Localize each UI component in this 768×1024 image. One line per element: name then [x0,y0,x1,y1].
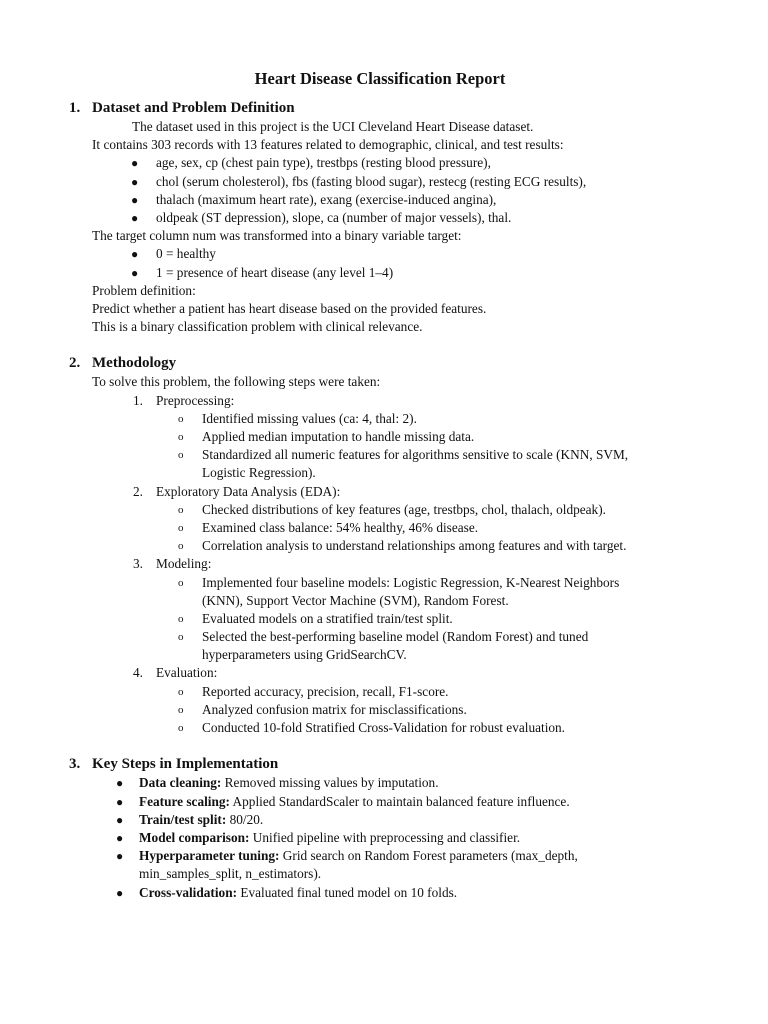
circle-bullet-icon: o [178,412,184,425]
sub-list-continuation: Logistic Regression). [202,465,316,481]
numbered-item: 1. Preprocessing: [0,392,768,410]
sub-list-item: o Applied median imputation to handle missing data. [0,428,768,446]
circle-bullet-icon: o [178,631,184,644]
section-number: 3. [69,756,81,773]
bullet-icon: ● [116,830,124,845]
bullet-icon: ● [116,794,124,809]
spacer [0,336,768,354]
list-item: ● chol (serum cholesterol), fbs (fasting blood sugar), restecg (resting ECG results), [0,173,768,191]
sub-list-continuation: hyperparameters using GridSearchCV. [202,647,407,663]
list-item: ● Train/test split: 80/20. [0,811,768,829]
list-item: ● Data cleaning: Removed missing values by imputation. [0,774,768,792]
sub-list-item: o Analyzed confusion matrix for misclassifications. [0,701,768,719]
item-number: 3. [133,556,143,572]
circle-bullet-icon: o [178,449,184,462]
list-item-continuation: min_samples_split, n_estimators). [139,866,322,882]
sub-list-item: o Implemented four baseline models: Logistic Regression, K-Nearest Neighbors [0,574,768,592]
list-item: ● Feature scaling: Applied StandardScaler to maintain balanced feature influence. [0,793,768,811]
list-item: ● Hyperparameter tuning: Grid search on Random Forest parameters (max_depth, [0,847,768,865]
section-title: Methodology [92,355,177,372]
item-number: 4. [133,665,143,681]
circle-bullet-icon: o [178,521,184,534]
report-title: Heart Disease Classification Report [254,69,506,88]
numbered-item: 4. Evaluation: [0,664,768,682]
circle-bullet-icon: o [178,576,184,589]
bullet-icon: ● [131,210,139,225]
list-item: ● oldpeak (ST depression), slope, ca (number of major vessels), thal. [0,209,768,227]
paragraph: This is a binary classification problem with clinical relevance. [92,319,423,335]
sub-list-item: o Identified missing values (ca: 4, thal: 2). [0,410,768,428]
sub-list-item: o Examined class balance: 54% healthy, 46% disease. [0,519,768,537]
spacer [0,737,768,755]
list-item: ● 0 = healthy [0,245,768,263]
circle-bullet-icon: o [178,431,184,443]
circle-bullet-icon: o [178,685,184,698]
circle-bullet-icon: o [178,703,184,716]
bullet-icon: ● [131,265,139,280]
list-item: ● Model comparison: Unified pipeline with preprocessing and classifier. [0,829,768,847]
sub-list-item: o Selected the best-performing baseline model (Random Forest) and tuned [0,628,768,646]
bullet-icon: ● [131,247,139,262]
sub-list-item: o Checked distributions of key features (age, trestbps, chol, thalach, oldpeak). [0,501,768,519]
paragraph: The target column num was transformed into a binary variable target: [92,228,462,244]
paragraph: Problem definition: [92,282,196,298]
section-number: 2. [69,355,81,372]
section-title: Dataset and Problem Definition [92,100,295,116]
section-2-heading [0,354,768,373]
bullet-icon: ● [131,156,139,171]
section-3-heading [0,755,768,774]
item-number: 2. [133,483,143,499]
bullet-icon: ● [116,812,124,827]
sub-list-item: o Evaluated models on a stratified train/test split. [0,610,768,628]
bullet-icon: ● [116,849,124,864]
sub-list-continuation: (KNN), Support Vector Machine (SVM), Random Forest. [202,592,509,608]
bullet-icon: ● [131,174,139,189]
sub-list-item: o Conducted 10-fold Stratified Cross-Validation for robust evaluation. [0,719,768,737]
numbered-item: 3. Modeling: [0,555,768,573]
report-body [0,99,768,902]
circle-bullet-icon: o [178,503,184,516]
item-number: 1. [133,392,143,408]
paragraph: It contains 303 records with 13 features related to demographic, clinical, and test results: [92,137,564,153]
paragraph: The dataset used in this project is the UCI Cleveland Heart Disease dataset. [132,119,534,134]
sub-list-item: o Reported accuracy, precision, recall, F1-score. [0,683,768,701]
bullet-icon: ● [131,192,139,207]
section-1-heading [0,99,768,118]
circle-bullet-icon: o [178,612,184,625]
section-title: Key Steps in Implementation [92,756,279,773]
sub-list-item: o Standardized all numeric features for algorithms sensitive to scale (KNN, SVM, [0,446,768,464]
sub-list-item: o Correlation analysis to understand relationships among features and with target. [0,537,768,555]
bullet-icon: ● [116,776,124,791]
list-item: ● age, sex, cp (chest pain type), trestbps (resting blood pressure), [0,154,768,172]
bullet-icon: ● [116,885,124,900]
circle-bullet-icon: o [178,540,184,553]
list-item: ● Cross-validation: Evaluated final tuned model on 10 folds. [0,884,768,902]
numbered-item: 2. Exploratory Data Analysis (EDA): [0,483,768,501]
paragraph: To solve this problem, the following steps were taken: [92,374,381,390]
list-item: ● thalach (maximum heart rate), exang (exercise-induced angina), [0,191,768,209]
section-number: 1. [69,100,81,116]
paragraph: Predict whether a patient has heart disease based on the provided features. [92,300,487,316]
list-item: ● 1 = presence of heart disease (any level 1–4) [0,264,768,282]
circle-bullet-icon: o [178,722,184,734]
